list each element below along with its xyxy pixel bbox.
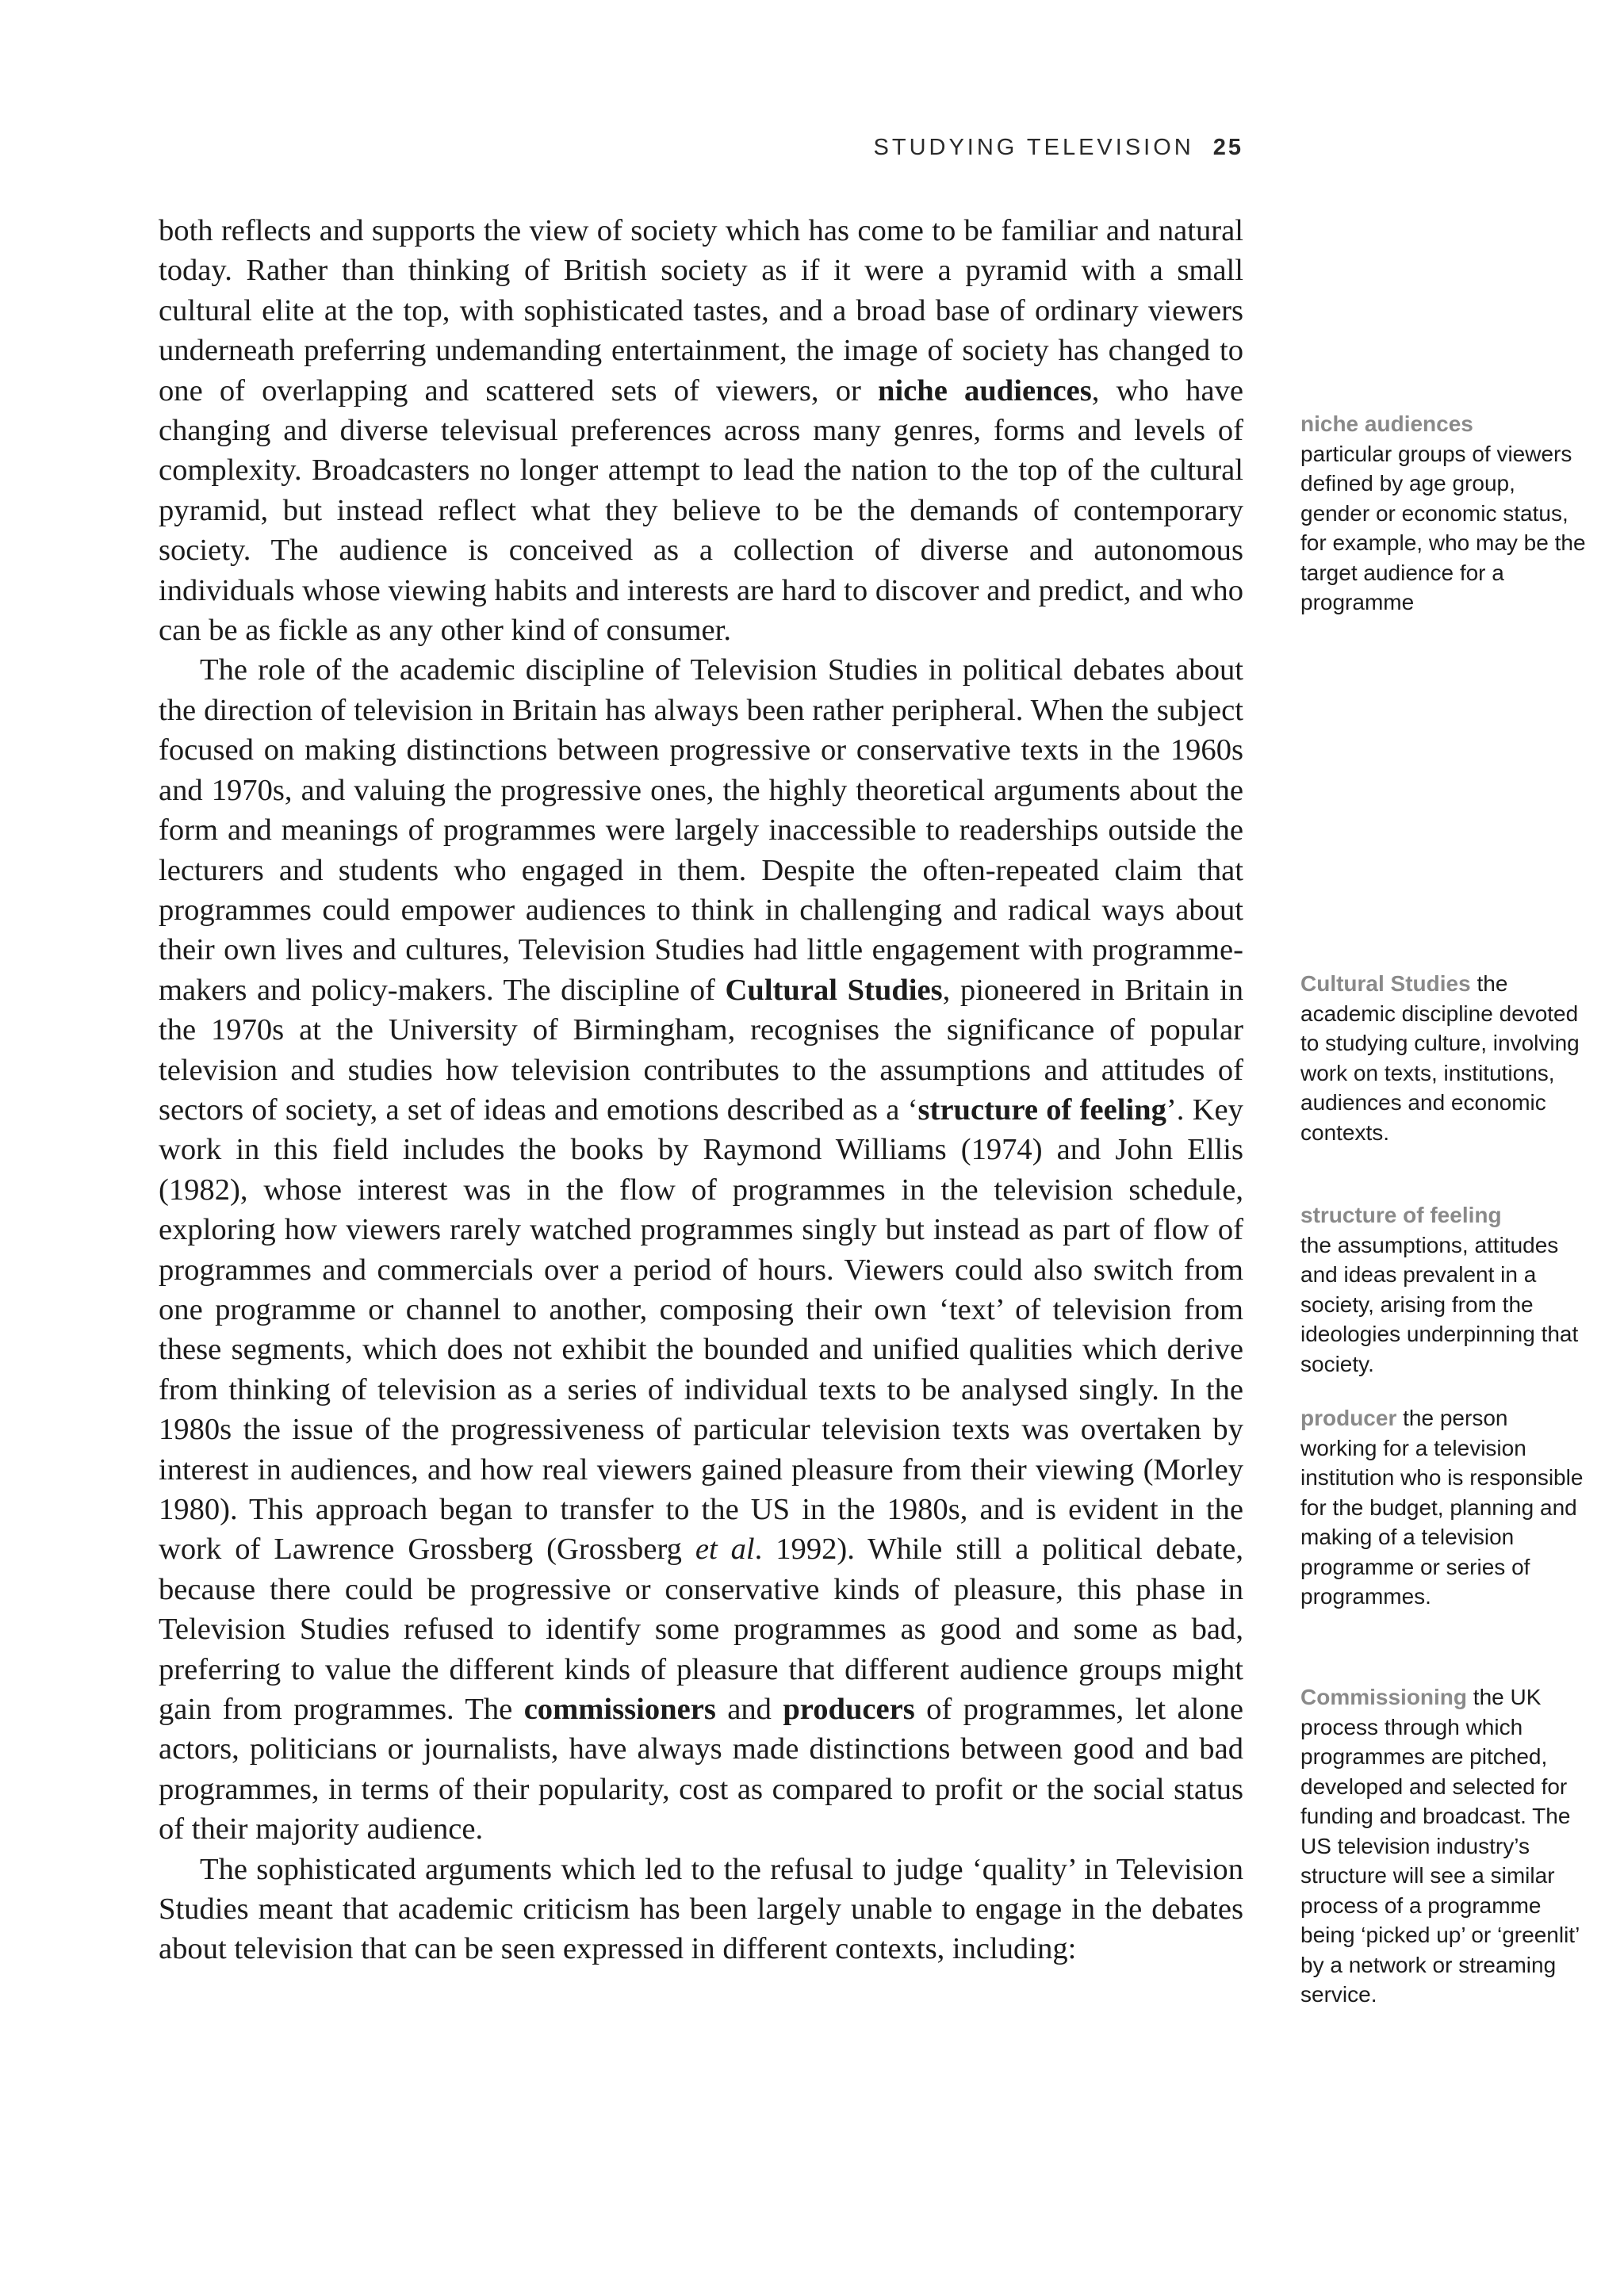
paragraph-2-text-a: The role of the academic discipline of Television Studies in political debates about the direction of television in Britain has always been rather peripheral. When the subject focused on making distinctions between progressive or conservative texts in the 1960s and 1970s, and valuing the progressive ones, the highly theoretical arguments about the form and meanings of programmes were largely inaccessible to readerships outside the lecturers and students who engaged in them. Despite the often-repeated claim that programmes could empower audiences to think in challenging and radical ways about their own lives and cultures, Television Studies had little engagement with programme-makers and policy-makers. The discipline of <box>159 653 1243 1007</box>
paragraph-1-text-a: both reflects and supports the view of society which has come to be familiar and natural today. Rather than thinking of British society as if it were a pyramid with a small cultural elite at the top, with sophisticated tastes, and a broad base of ordinary viewers underneath preferring undemanding entertainment, the image of society has changed to one of overlapping and scattered sets of viewers, or <box>159 214 1243 408</box>
key-term-commissioners: commissioners <box>523 1693 716 1727</box>
key-term-niche-audiences: niche audiences <box>878 373 1092 408</box>
glossary-producer <box>1300 1403 1586 1612</box>
body-text <box>159 211 1243 1969</box>
glossary-cultural-studies <box>1300 969 1586 1147</box>
glossary-definition: the UK process through which programmes are pitched, developed and selected for funding and broadcast. The US television industry’s structure will see a similar process of a programme being ‘picked up’ or ‘greenlit’ by a network or streaming service. <box>1300 1685 1580 2007</box>
glossary-definition: the academic discipline devoted to studying culture, involving work on texts, institutions, audiences and economic contexts. <box>1300 971 1580 1145</box>
paragraph-1-text-b: , who have changing and diverse televisual preferences across many genres, forms and levels of complexity. Broadcasters no longer attempt to lead the nation to the top of the cultural pyramid, but instead reflect what they believe to be the demands of contemporary society. The audience is conceived as a collection of diverse and autonomous individuals whose viewing habits and interests are hard to discover and predict, and who can be as fickle as any other kind of consumer. <box>159 373 1243 648</box>
paragraph-2-text-d: . 1992). While still a political debate, because there could be progressive or conservative kinds of pleasure, this phase in Television Studies refused to identify some programmes as good and some as bad, preferring to value the different kinds of pleasure that different audience groups might gain from programmes. The <box>159 1533 1243 1727</box>
glossary-term: producer <box>1300 1406 1397 1430</box>
paragraph-2-text-c: ’. Key work in this field includes the books by Raymond Williams (1974) and John Ellis (1982), whose interest was in the flow of programmes in the television schedule, exploring how viewers rarely watched programmes singly but instead as part of flow of programmes and commercials over a period of hours. Viewers could also switch from one programme or channel to another, composing their own ‘text’ of television from these segments, which does not exhibit the bounded and unified qualities which derive from thinking of television as a series of individual texts to be analysed singly. In the 1980s the issue of the progressiveness of particular television texts was overtaken by interest in audiences, and how real viewers gained pleasure from their viewing (Morley 1980). This approach began to transfer to the US in the 1980s, and is evident in the work of Lawrence Grossberg (Grossberg <box>159 1093 1243 1567</box>
paragraph-2-text-e: and <box>715 1693 783 1727</box>
glossary-term: structure of feeling <box>1300 1203 1502 1227</box>
glossary-term: niche audiences <box>1300 411 1473 436</box>
paragraph-2-text-f: of programmes, let alone actors, politicians or journalists, have always made distinctions between good and bad programmes, in terms of their popularity, cost as compared to profit or the social status of their majority audience. <box>159 1693 1244 1846</box>
glossary-term: Cultural Studies <box>1300 971 1471 996</box>
paragraph-2 <box>159 650 1243 1849</box>
glossary-definition: the assumptions, attitudes and ideas prevalent in a society, arising from the ideologies underpinning that society. <box>1300 1232 1579 1376</box>
glossary-definition: the person working for a television institution who is responsible for the budget, planning and making of a television programme or series of programmes. <box>1300 1406 1584 1609</box>
paragraph-3 <box>159 1850 1243 1969</box>
running-title: STUDYING TELEVISION <box>873 135 1194 160</box>
paragraph-2-text-b: , pioneered in Britain in the 1970s at the University of Birmingham, recognises the significance of popular television and studies how television contributes to the assumptions and attitudes of sectors of society, a set of ideas and emotions described as a ‘ <box>159 973 1243 1127</box>
key-term-cultural-studies: Cultural Studies <box>725 973 943 1007</box>
glossary-niche-audiences <box>1300 409 1586 618</box>
page-number: 25 <box>1212 135 1243 160</box>
glossary-commissioning <box>1300 1682 1586 2010</box>
paragraph-1 <box>159 211 1243 650</box>
paragraph-3-text-a: The sophisticated arguments which led to the refusal to judge ‘quality’ in Television Studies meant that academic criticism has been largely unable to engage in the debates about television that can be seen expressed in different contexts, including: <box>159 1852 1243 1966</box>
glossary-definition: particular groups of viewers defined by age group, gender or economic status, for example, who may be the target audience for a programme <box>1300 441 1586 614</box>
citation-et-al: et al <box>695 1533 755 1567</box>
running-head <box>864 135 1243 161</box>
key-term-producers: producers <box>783 1693 915 1727</box>
key-term-structure-of-feeling: structure of feeling <box>917 1093 1166 1127</box>
glossary-structure-of-feeling <box>1300 1200 1586 1379</box>
glossary-term: Commissioning <box>1300 1685 1468 1709</box>
